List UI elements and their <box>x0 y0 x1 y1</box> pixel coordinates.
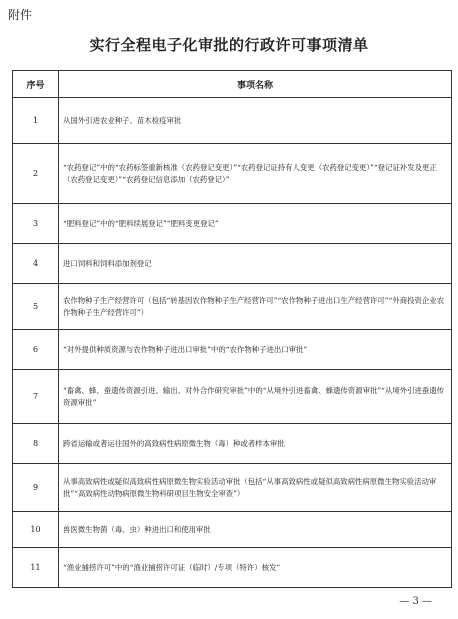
row-item-name: 从事高致病性或疑似高致病性病原微生物实验活动审批（包括“从事高致病性或疑似高致病性病原微生物实验活动审批”“高致病性动物病原微生物科研项目生物安全审查”） <box>59 464 452 512</box>
table-row <box>13 98 452 144</box>
attachment-label: 附件 <box>8 8 33 22</box>
row-number: 7 <box>13 370 59 424</box>
table-row <box>13 548 452 588</box>
row-number: 4 <box>13 244 59 284</box>
row-item-name: “畜禽、蜂、蚕遗传资源引进、输出、对外合作研究审批”中的“从境外引进畜禽、蜂遗传资源审批”“从境外引进蚕遗传资源审批” <box>59 370 452 424</box>
table-header-row <box>13 71 452 98</box>
table-row <box>13 144 452 204</box>
row-number: 5 <box>13 284 59 330</box>
page-title: 实行全程电子化审批的行政许可事项清单 <box>89 36 369 54</box>
row-number: 3 <box>13 204 59 244</box>
table-row <box>13 512 452 548</box>
row-number: 8 <box>13 424 59 464</box>
row-number: 1 <box>13 98 59 144</box>
table-row <box>13 370 452 424</box>
table-row <box>13 204 452 244</box>
table-row <box>13 330 452 370</box>
table-row <box>13 424 452 464</box>
row-number: 9 <box>13 464 59 512</box>
column-header-item-name: 事项名称 <box>59 71 452 98</box>
row-item-name: “农药登记”中的“农药标签重新核准（农药登记变更）”“农药登记证持有人变更（农药登记变更）”“登记证补发及更正（农药登记变更）”“农药登记信息添加（农药登记）” <box>59 144 452 204</box>
table-row <box>13 464 452 512</box>
row-number: 6 <box>13 330 59 370</box>
row-number: 10 <box>13 512 59 548</box>
row-item-name: “渔业捕捞许可”中的“渔业捕捞许可证（临时）/专项（特许）核发” <box>59 548 452 588</box>
row-item-name: 农作物种子生产经营许可（包括“转基因农作物种子生产经营许可”“农作物种子进出口生产经营许可”“外商投资企业农作物种子生产经营许可”） <box>59 284 452 330</box>
table-row <box>13 244 452 284</box>
row-item-name: 兽医微生物菌（毒、虫）种进出口和使用审批 <box>59 512 452 548</box>
row-item-name: 跨省运输或者运往国外的高致病性病原微生物（毒）种或者样本审批 <box>59 424 452 464</box>
row-item-name: 进口饲料和饲料添加剂登记 <box>59 244 452 284</box>
row-item-name: “对外提供种质资源与农作物种子进出口审批”中的“农作物种子进出口审批” <box>59 330 452 370</box>
row-number: 2 <box>13 144 59 204</box>
page-number: — 3 — <box>399 596 432 607</box>
table-row <box>13 284 452 330</box>
column-header-number: 序号 <box>13 71 59 98</box>
row-item-name: 从国外引进农业种子、苗木检疫审批 <box>59 98 452 144</box>
row-number: 11 <box>13 548 59 588</box>
row-item-name: “肥料登记”中的“肥料续展登记”“肥料变更登记” <box>59 204 452 244</box>
permit-table <box>12 70 452 588</box>
